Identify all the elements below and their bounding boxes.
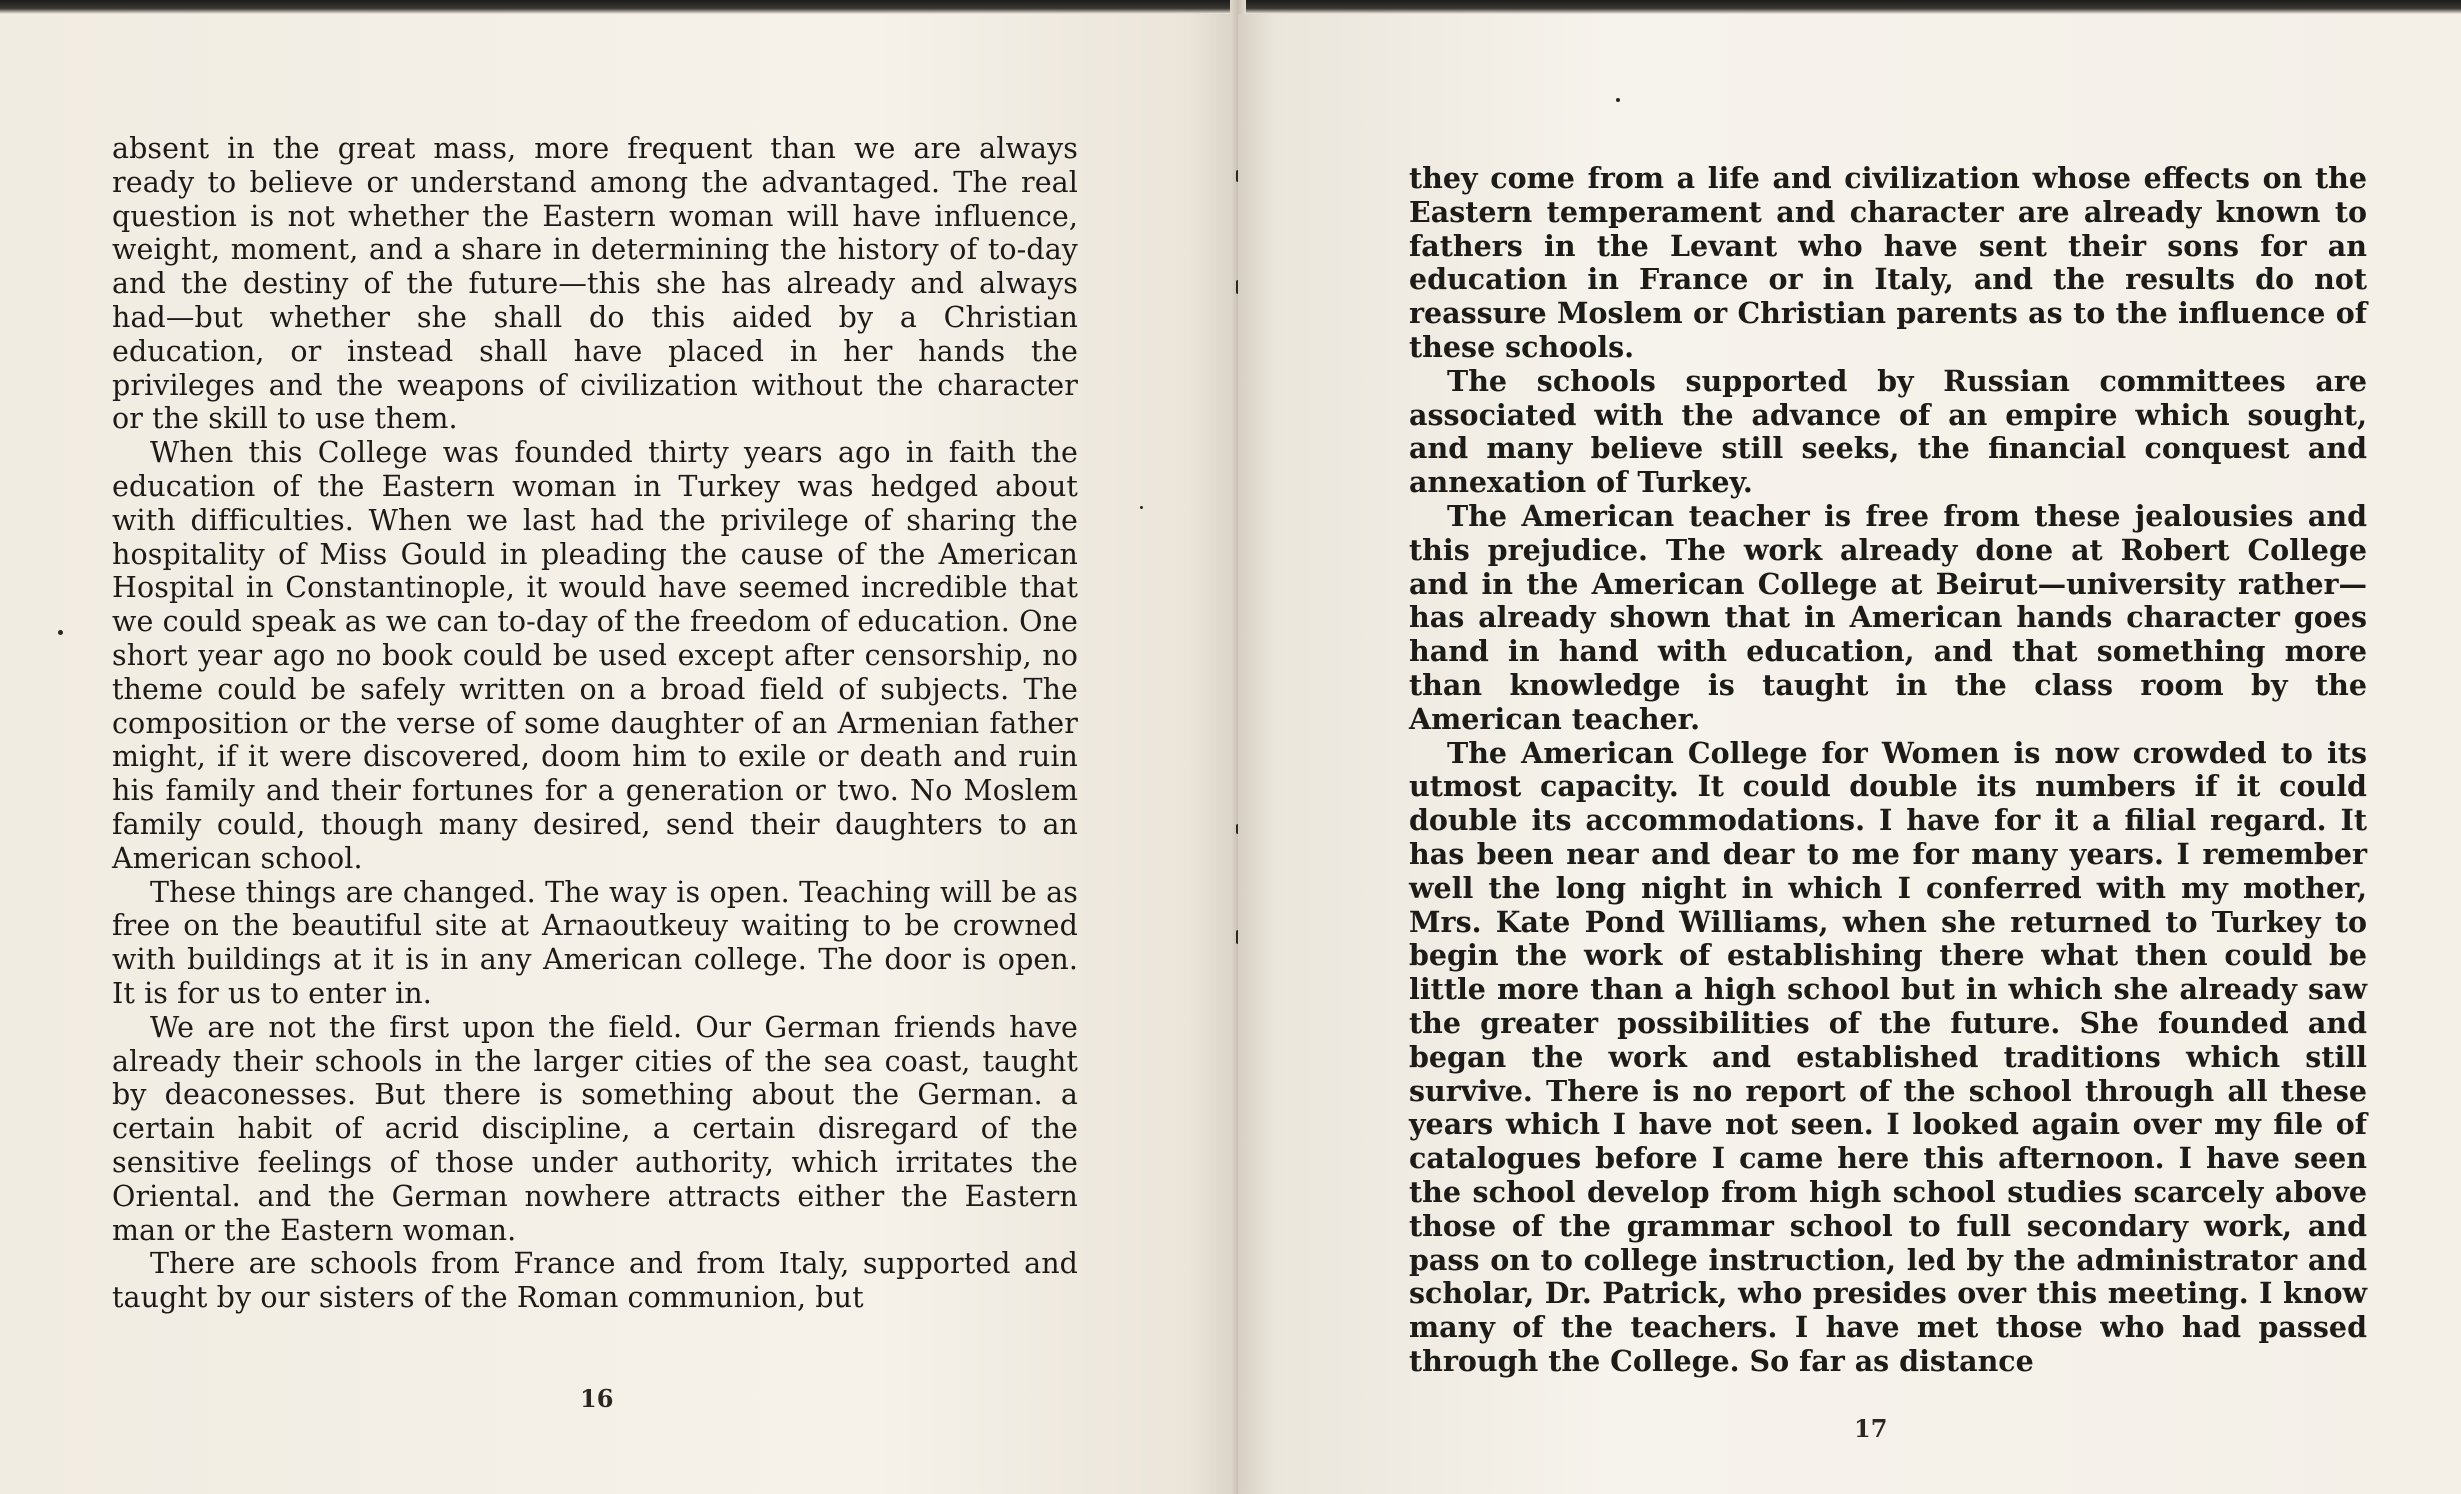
ink-speck <box>1616 98 1620 102</box>
right-page <box>1238 14 2461 1494</box>
right-paragraph-1: they come from a life and civilization whose effects on the Eastern temperament and character are already known to fathers in the Levant who have sent their sons for an education in France or in Italy, and the results do not reassure Moslem or Christian parents as to the influence of these schools. <box>1409 161 2367 364</box>
ink-speck <box>58 630 63 635</box>
left-page <box>0 14 1238 1494</box>
left-paragraph-4: We are not the first upon the field. Our German friends have already their schools in the larger cities of the sea coast, taught by deaconesses. But there is something about the German. a certain habit of acrid discipline, a certain disregard of the sensitive feelings of those under authority, which irritates the Oriental. and the German nowhere attracts either the Eastern man or the Eastern woman. <box>112 1010 1078 1247</box>
right-paragraph-3: The American teacher is free from these jealousies and this prejudice. The work already done at Robert College and in the American College at Beirut—university rather—has already shown that in American hands character goes hand in hand with education, and that something more than knowledge is taught in the class room by the American teacher. <box>1409 498 2367 736</box>
right-page-body <box>1409 162 2367 1379</box>
left-page-body <box>112 132 1078 1315</box>
left-paragraph-5: There are schools from France and from Italy, supported and taught by our sisters of the Roman communion, but <box>112 1247 1078 1315</box>
left-page-number: 16 <box>580 1384 614 1413</box>
ink-speck <box>1140 506 1143 509</box>
left-paragraph-3: These things are changed. The way is open. Teaching will be as free on the beautiful site at Arnaoutkeuy waiting to be crowned with buildings at it is in any American college. The door is open. It is for us to enter in. <box>112 875 1078 1010</box>
left-paragraph-2: When this College was founded thirty years ago in faith the education of the Eastern woman in Turkey was hedged about with difficulties. When we last had the privilege of sharing the hospitality of Miss Gould in pleading the cause of the American Hospital in Constantinople, it would have seemed incredible that we could speak as we can to-day of the freedom of education. One short year ago no book could be used except after censorship, no theme could be safely written on a broad field of subjects. The composition or the verse of some daughter of an Armenian father might, if it were discovered, doom him to exile or death and ruin his family and their fortunes for a generation or two. No Moslem family could, though many desired, send their daughters to an American school. <box>112 436 1078 875</box>
right-paragraph-4: The American College for Women is now crowded to its utmost capacity. It could double its numbers if it could double its accommodations. I have for it a filial regard. It has been near and dear to me for many years. I remember well the long night in which I conferred with my mother, Mrs. Kate Pond Williams, when she returned to Turkey to begin the work of establishing there what then could be little more than a high school but in which she already saw the greater possibilities of the future. She founded and began the work and established traditions which still survive. There is no report of the school through all these years which I have not seen. I looked again over my file of catalogues before I came here this afternoon. I have seen the school develop from high school studies scarcely above those of the grammar school to full secondary work, and pass on to college instruction, led by the administrator and scholar, Dr. Patrick, who presides over this meeting. I know many of the teachers. I have met those who had passed through the College. So far as distance <box>1409 735 2367 1378</box>
right-paragraph-2: The schools supported by Russian committees are associated with the advance of an empire which sought, and many believe still seeks, the financial conquest and annexation of Turkey. <box>1409 363 2367 500</box>
left-paragraph-1: absent in the great mass, more frequent than we are always ready to believe or understand among the advantaged. The real question is not whether the Eastern woman will have influence, weight, moment, and a share in determining the history of to-day and the destiny of the future—this she has already and always had—but whether she shall do this aided by a Christian education, or instead shall have placed in her hands the privileges and the weapons of civilization without the character or the skill to use them. <box>112 132 1078 436</box>
right-page-number: 17 <box>1854 1414 1888 1443</box>
